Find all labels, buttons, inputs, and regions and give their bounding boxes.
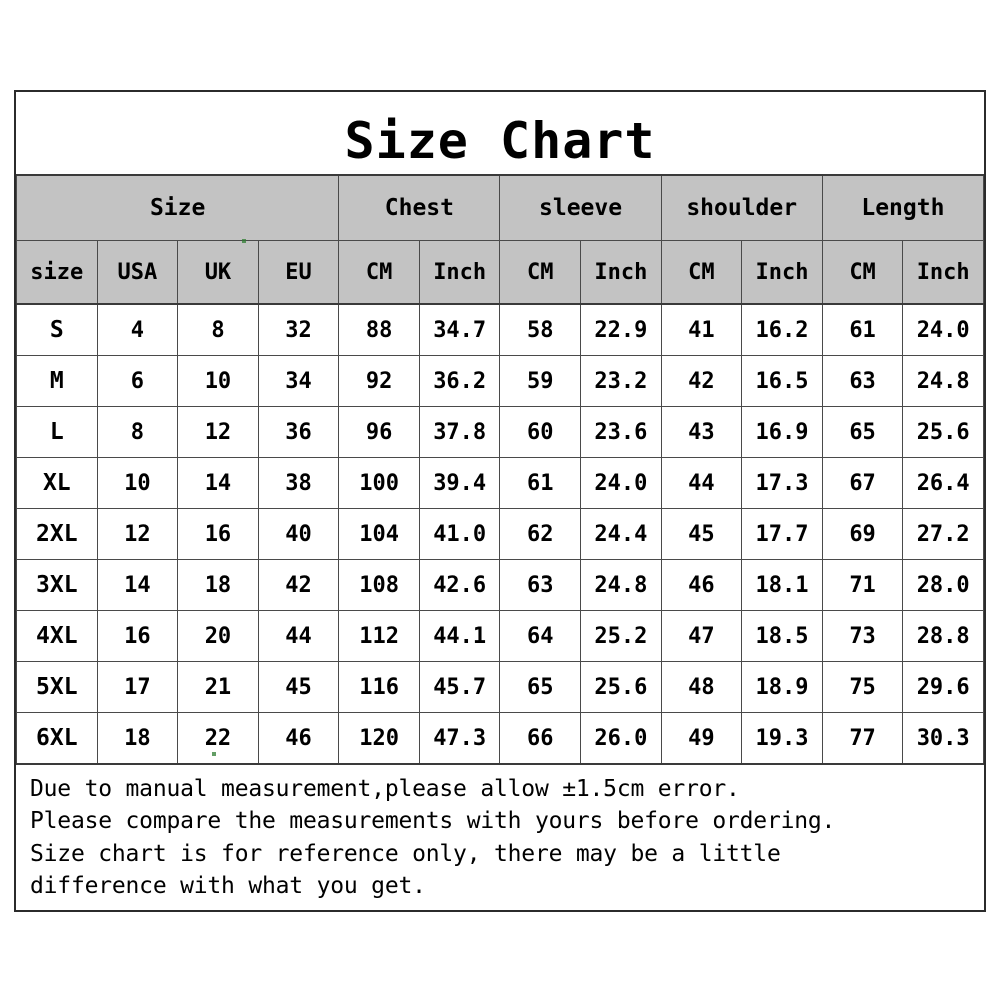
cell-chest-cm: 104 [339,509,420,560]
table-row [17,356,984,407]
cell-shoulder-inch: 16.9 [742,407,823,458]
cell-uk: 21 [178,662,259,713]
cell-shoulder-cm: 47 [661,611,742,662]
cell-usa: 8 [97,407,178,458]
cell-chest-cm: 120 [339,713,420,765]
cell-shoulder-inch: 18.5 [742,611,823,662]
scan-speck-icon [212,752,216,756]
cell-eu: 45 [258,662,339,713]
cell-sleeve-cm: 58 [500,304,581,356]
size-chart-frame [14,90,986,912]
cell-length-inch: 28.8 [903,611,984,662]
table-row [17,407,984,458]
cell-length-inch: 26.4 [903,458,984,509]
cell-eu: 34 [258,356,339,407]
cell-shoulder-inch: 16.2 [742,304,823,356]
cell-chest-inch: 42.6 [419,560,500,611]
cell-length-cm: 61 [822,304,903,356]
cell-usa: 18 [97,713,178,765]
cell-usa: 4 [97,304,178,356]
cell-chest-inch: 39.4 [419,458,500,509]
cell-eu: 46 [258,713,339,765]
cell-chest-cm: 112 [339,611,420,662]
cell-length-inch: 28.0 [903,560,984,611]
unit-header-eu: EU [258,241,339,305]
cell-chest-cm: 108 [339,560,420,611]
cell-size: 2XL [17,509,98,560]
cell-sleeve-inch: 23.2 [581,356,662,407]
cell-sleeve-inch: 24.4 [581,509,662,560]
cell-chest-cm: 88 [339,304,420,356]
cell-chest-inch: 45.7 [419,662,500,713]
cell-eu: 36 [258,407,339,458]
cell-chest-inch: 34.7 [419,304,500,356]
cell-sleeve-cm: 59 [500,356,581,407]
group-header-length: Length [822,175,983,241]
unit-header-shoulder-cm: CM [661,241,742,305]
cell-shoulder-inch: 16.5 [742,356,823,407]
table-row [17,560,984,611]
size-chart-table [16,174,984,765]
cell-usa: 10 [97,458,178,509]
cell-sleeve-cm: 61 [500,458,581,509]
cell-sleeve-cm: 62 [500,509,581,560]
cell-length-cm: 63 [822,356,903,407]
unit-header-size: size [17,241,98,305]
table-group-header-row [17,175,984,241]
unit-header-sleeve-cm: CM [500,241,581,305]
cell-shoulder-cm: 42 [661,356,742,407]
cell-length-inch: 24.0 [903,304,984,356]
cell-size: M [17,356,98,407]
cell-uk: 8 [178,304,259,356]
cell-chest-cm: 92 [339,356,420,407]
cell-sleeve-cm: 65 [500,662,581,713]
cell-length-cm: 75 [822,662,903,713]
cell-length-cm: 65 [822,407,903,458]
cell-shoulder-inch: 19.3 [742,713,823,765]
table-row [17,304,984,356]
cell-length-inch: 29.6 [903,662,984,713]
table-row [17,458,984,509]
cell-uk: 20 [178,611,259,662]
cell-sleeve-cm: 63 [500,560,581,611]
table-row [17,611,984,662]
cell-shoulder-cm: 43 [661,407,742,458]
cell-size: S [17,304,98,356]
cell-shoulder-inch: 17.7 [742,509,823,560]
unit-header-uk: UK [178,241,259,305]
cell-eu: 32 [258,304,339,356]
note-line-4: difference with what you get. [30,873,426,900]
cell-uk: 16 [178,509,259,560]
cell-chest-cm: 116 [339,662,420,713]
cell-chest-cm: 96 [339,407,420,458]
cell-length-inch: 27.2 [903,509,984,560]
cell-size: 6XL [17,713,98,765]
cell-chest-cm: 100 [339,458,420,509]
cell-eu: 42 [258,560,339,611]
cell-sleeve-cm: 64 [500,611,581,662]
scan-speck-icon [242,239,246,243]
cell-shoulder-inch: 18.1 [742,560,823,611]
cell-sleeve-inch: 24.0 [581,458,662,509]
table-row [17,509,984,560]
cell-sleeve-inch: 25.6 [581,662,662,713]
group-header-chest: Chest [339,175,500,241]
cell-usa: 17 [97,662,178,713]
cell-uk: 14 [178,458,259,509]
cell-usa: 14 [97,560,178,611]
table-row [17,662,984,713]
cell-sleeve-inch: 25.2 [581,611,662,662]
cell-shoulder-cm: 44 [661,458,742,509]
cell-length-inch: 24.8 [903,356,984,407]
cell-uk: 18 [178,560,259,611]
cell-shoulder-cm: 41 [661,304,742,356]
unit-header-chest-inch: Inch [419,241,500,305]
note-line-3: Size chart is for reference only, there may be a little [30,840,781,867]
unit-header-length-inch: Inch [903,241,984,305]
cell-length-cm: 77 [822,713,903,765]
cell-usa: 6 [97,356,178,407]
cell-length-inch: 25.6 [903,407,984,458]
disclaimer-notes [16,765,984,910]
table-row [17,713,984,765]
cell-eu: 40 [258,509,339,560]
note-line-2: Please compare the measurements with yours before ordering. [30,808,836,835]
cell-shoulder-inch: 17.3 [742,458,823,509]
cell-chest-inch: 44.1 [419,611,500,662]
cell-size: 3XL [17,560,98,611]
cell-sleeve-inch: 22.9 [581,304,662,356]
unit-header-length-cm: CM [822,241,903,305]
cell-chest-inch: 37.8 [419,407,500,458]
cell-uk: 12 [178,407,259,458]
cell-sleeve-cm: 60 [500,407,581,458]
cell-eu: 44 [258,611,339,662]
cell-size: 5XL [17,662,98,713]
cell-sleeve-inch: 26.0 [581,713,662,765]
unit-header-chest-cm: CM [339,241,420,305]
cell-sleeve-inch: 23.6 [581,407,662,458]
cell-eu: 38 [258,458,339,509]
cell-shoulder-inch: 18.9 [742,662,823,713]
cell-chest-inch: 41.0 [419,509,500,560]
cell-length-inch: 30.3 [903,713,984,765]
cell-size: XL [17,458,98,509]
unit-header-usa: USA [97,241,178,305]
group-header-size: Size [17,175,339,241]
cell-chest-inch: 47.3 [419,713,500,765]
cell-sleeve-inch: 24.8 [581,560,662,611]
cell-uk: 22 [178,713,259,765]
cell-shoulder-cm: 48 [661,662,742,713]
table-unit-header-row [17,241,984,305]
note-line-1: Due to manual measurement,please allow ±1.5cm error. [30,776,740,802]
unit-header-shoulder-inch: Inch [742,241,823,305]
cell-length-cm: 67 [822,458,903,509]
cell-shoulder-cm: 49 [661,713,742,765]
cell-uk: 10 [178,356,259,407]
cell-length-cm: 73 [822,611,903,662]
cell-chest-inch: 36.2 [419,356,500,407]
cell-size: 4XL [17,611,98,662]
group-header-sleeve: sleeve [500,175,661,241]
page-title: Size Chart [344,112,656,170]
cell-usa: 16 [97,611,178,662]
cell-size: L [17,407,98,458]
cell-shoulder-cm: 45 [661,509,742,560]
cell-usa: 12 [97,509,178,560]
cell-shoulder-cm: 46 [661,560,742,611]
unit-header-sleeve-inch: Inch [581,241,662,305]
group-header-shoulder: shoulder [661,175,822,241]
cell-length-cm: 71 [822,560,903,611]
cell-length-cm: 69 [822,509,903,560]
cell-sleeve-cm: 66 [500,713,581,765]
